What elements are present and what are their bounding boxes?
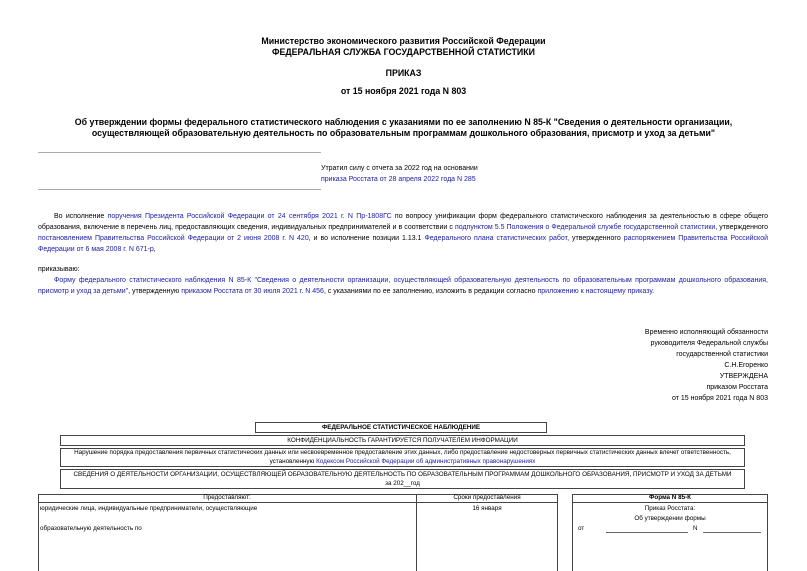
info-title-box	[60, 469, 745, 489]
service-name: ФЕДЕРАЛЬНАЯ СЛУЖБА ГОСУДАРСТВЕННОЙ СТАТИСТИКИ	[272, 47, 535, 57]
violation-text: Нарушение порядка предоставления первичных статистических данных или несвоевременное предоставление этих данных, либо предоставление недостоверных первичных статистических данных влечет ответственность, установленную	[74, 449, 731, 465]
form-number-header-line	[572, 502, 768, 503]
note-top-divider	[38, 152, 321, 153]
provides-header: Предоставляют:	[203, 494, 251, 501]
government-order-link[interactable]: распоряжением Правительства Российской Федерации от 6 мая 2008 г. N 671-р	[38, 235, 768, 253]
rosstat-order-label: Приказ Росстата:	[644, 505, 696, 512]
p1-text-f: ,	[153, 246, 156, 253]
info-year: за 202__год	[385, 479, 420, 487]
n-label: N	[693, 525, 698, 532]
admin-code-link[interactable]: Кодексом Российской Федерации об административных правонарушениях	[316, 457, 536, 465]
paragraph-1	[38, 211, 768, 255]
form-85k-link[interactable]: Форму федерального статистического наблюдения N 85-К "Сведения о деятельности организации, осуществляющей образовательную деятельность по образовательным программам дошкольного образования, присмотр и уход за детьми"	[38, 277, 768, 295]
signature-line-3: государственной статистики	[676, 351, 768, 358]
signature-block	[645, 327, 768, 404]
paragraph-2	[38, 275, 768, 297]
ministry-name: Министерство экономического развития Российской Федерации	[261, 36, 546, 46]
government-decree-link[interactable]: постановлением Правительства Российской Федерации от 2 июня 2008 г. N 420	[38, 235, 309, 242]
order-word: приказываю:	[38, 266, 80, 273]
deadline-value: 16 января	[472, 505, 502, 512]
form-number: Форма N 85-К	[648, 494, 692, 501]
date-blank-line	[606, 532, 688, 533]
violation-box	[60, 448, 745, 467]
provider-line-1: юридические лица, индивидуальные предприниматели, осуществляющие	[40, 505, 258, 512]
p1-text-b: по вопросу унификации форм федерального статистического наблюдения за деятельностью в сфере общего образования, включение в перечень лиц, предоставляющих сведения, индивидуальных предпринимателей и в соответствии с	[38, 213, 768, 231]
note-line1: Утратил силу с отчета за 2022 год на основании	[321, 165, 478, 172]
doc-title-line1: Об утверждении формы федерального статистического наблюдения с указаниями по ее заполнению N 85-К "Сведения о деятельности организации,	[74, 117, 733, 127]
rosstat-order-link[interactable]: приказом Росстата от 30 июля 2021 г. N 456	[181, 288, 324, 295]
signature-line-5: УТВЕРЖДЕНА	[719, 373, 768, 380]
p2-text-c: .	[652, 288, 655, 295]
doc-type: ПРИКАЗ	[385, 68, 422, 78]
signature-line-6: приказом Росстата	[706, 384, 768, 391]
signature-line-7: от 15 ноября 2021 года N 803	[672, 395, 768, 402]
confidential-box: КОНФИДЕНЦИАЛЬНОСТЬ ГАРАНТИРУЕТСЯ ПОЛУЧАТЕЛЕМ ИНФОРМАЦИИ	[60, 435, 745, 446]
doc-title-line2: осуществляющей образовательную деятельность по образовательным программам дошкольного образования, присмотр и уход за детьми"	[91, 128, 716, 138]
p2-text-b: , с указаниями по ее заполнению, изложить в редакции согласно	[323, 288, 538, 295]
doc-date: от 15 ноября 2021 года N 803	[340, 86, 467, 96]
info-title: СВЕДЕНИЯ О ДЕЯТЕЛЬНОСТИ ОРГАНИЗАЦИИ, ОСУЩЕСТВЛЯЮЩЕЙ ОБРАЗОВАТЕЛЬНУЮ ДЕЯТЕЛЬНОСТЬ ПО ОБРАЗОВАТЕЛЬНЫМ ПРОГРАММАМ ДОШКОЛЬНОГО ОБРАЗОВАНИЯ, ПРИСМОТР И УХОД ЗА ДЕТЬМИ	[73, 471, 732, 478]
signature-line-2: руководителя Федеральной службы	[650, 340, 768, 347]
p2-text-a: , утвержденную	[128, 288, 182, 295]
p1-text-a: Во исполнение	[54, 213, 108, 220]
signature-line-4: С.Н.Егоренко	[724, 362, 768, 369]
p1-text-c: , утвержденного	[715, 224, 769, 231]
approval-label: Об утверждении формы	[634, 515, 706, 522]
signature-line-1: Временно исполняющий обязанности	[644, 329, 768, 336]
appendix-link[interactable]: приложению к настоящему приказу	[537, 288, 653, 295]
stat-plan-link[interactable]: Федерального плана статистических работ	[424, 235, 568, 242]
p1-text-d: , и во исполнение позиции 1.13.1	[308, 235, 425, 242]
from-label: от	[578, 525, 585, 532]
regulation-link[interactable]: подпунктом 5.5 Положения о Федеральной службе государственной статистики	[454, 224, 716, 231]
observation-box: ФЕДЕРАЛЬНОЕ СТАТИСТИЧЕСКОЕ НАБЛЮДЕНИЕ	[255, 422, 547, 433]
president-order-link[interactable]: поручения Президента Российской Федерации от 24 сентября 2021 г. N Пр-1808ГС	[107, 213, 392, 220]
number-blank-line	[703, 532, 761, 533]
provider-line-2: образовательную деятельность по	[40, 525, 142, 532]
note-bottom-divider	[38, 189, 321, 190]
provider-table-header-line	[38, 502, 558, 503]
note-link[interactable]: приказа Росстата от 28 апреля 2022 года N 285	[321, 176, 476, 183]
deadline-header: Сроки предоставления	[453, 494, 521, 501]
p1-text-e: , утвержденного	[567, 235, 624, 242]
